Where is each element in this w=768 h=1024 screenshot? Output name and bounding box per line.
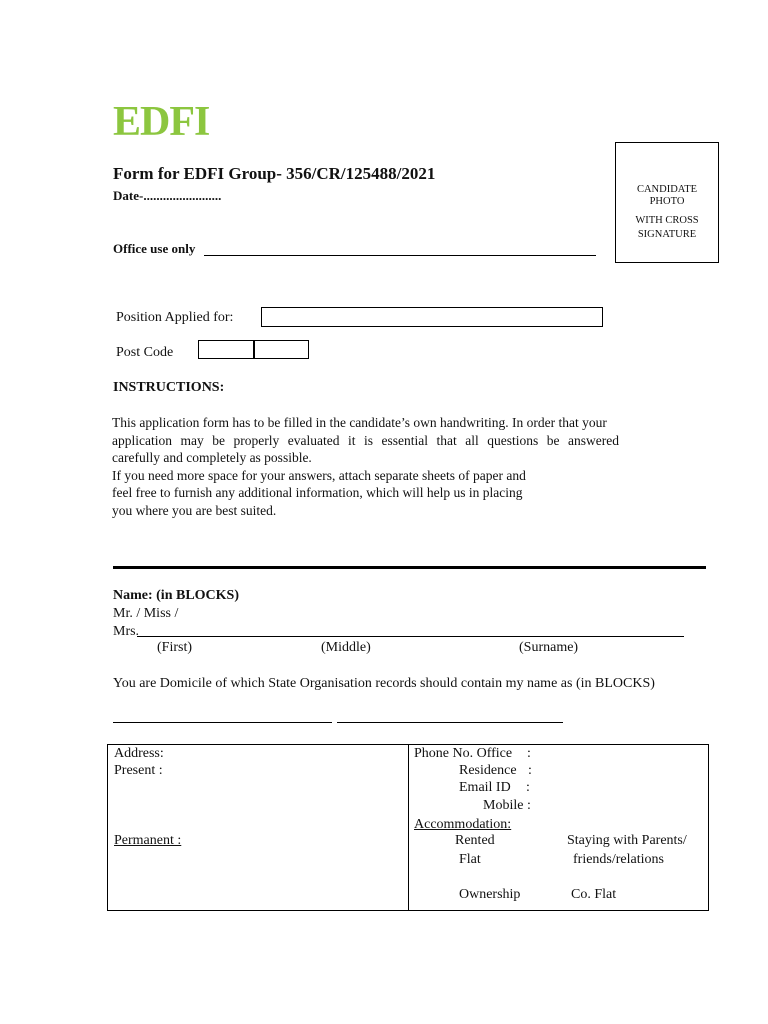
- table-column-divider: [408, 744, 409, 910]
- ownership-option[interactable]: Ownership: [459, 887, 521, 902]
- phone-office-colon: :: [527, 746, 531, 761]
- staying-with-parents-option[interactable]: Staying with Parents/: [567, 833, 687, 848]
- permanent-address-label: Permanent :: [114, 833, 182, 848]
- date-field[interactable]: Date-........................: [113, 188, 222, 203]
- name-heading: Name: (in BLOCKS): [113, 588, 239, 603]
- present-address-label: Present :: [114, 763, 163, 778]
- friends-relations-text: friends/relations: [573, 852, 664, 867]
- instruction-line: This application form has to be filled in the candidate’s own handwriting. In order that your: [112, 415, 607, 430]
- section-divider: [113, 566, 706, 569]
- domicile-question: You are Domicile of which State Organisation records should contain my name as (in BLOCKS): [113, 676, 655, 691]
- photo-label-line3: WITH CROSS: [635, 215, 699, 226]
- instruction-line: feel free to furnish any additional information, which will help us in placing: [112, 485, 523, 500]
- instructions-paragraph: [112, 414, 619, 519]
- instructions-heading: INSTRUCTIONS:: [113, 380, 225, 395]
- post-code-label: Post Code: [116, 345, 174, 360]
- edfi-logo: EDFI: [113, 99, 210, 145]
- photo-label-line2: PHOTO: [649, 196, 685, 207]
- phone-office-label: Phone No. Office: [414, 746, 513, 761]
- photo-label-line4: SIGNATURE: [637, 229, 697, 240]
- email-colon: :: [526, 780, 530, 795]
- office-use-label: Office use only: [113, 241, 196, 256]
- records-name-line[interactable]: [337, 722, 563, 723]
- instruction-line: you where you are best suited.: [112, 502, 277, 518]
- mobile-label: Mobile :: [483, 798, 531, 813]
- name-middle-caption: (Middle): [321, 640, 371, 655]
- residence-label: Residence: [459, 763, 517, 778]
- office-use-line[interactable]: [204, 255, 596, 256]
- name-prefix-2: Mrs.: [113, 624, 140, 639]
- instruction-line: If you need more space for your answers, attach separate sheets of paper and: [112, 467, 526, 483]
- name-first-caption: (First): [157, 640, 192, 655]
- email-label: Email ID: [459, 780, 511, 795]
- position-applied-label: Position Applied for:: [116, 310, 234, 325]
- photo-label-line1: CANDIDATE: [636, 184, 698, 195]
- residence-colon: :: [528, 763, 532, 778]
- co-flat-option[interactable]: Co. Flat: [571, 887, 617, 902]
- instruction-line: application may be properly evaluated it is essential that all questions be answered: [112, 432, 619, 448]
- position-applied-input[interactable]: [261, 307, 603, 327]
- form-title: Form for EDFI Group- 356/CR/125488/2021: [113, 164, 436, 183]
- name-prefix-1: Mr. / Miss /: [113, 606, 179, 621]
- instruction-line: carefully and completely as possible.: [112, 450, 312, 465]
- rented-option[interactable]: Rented: [455, 833, 495, 848]
- domicile-state-line[interactable]: [113, 722, 332, 723]
- address-label: Address:: [114, 746, 164, 761]
- post-code-box-1[interactable]: [198, 340, 255, 359]
- name-surname-caption: (Surname): [519, 640, 579, 655]
- post-code-box-2[interactable]: [253, 340, 309, 359]
- accommodation-label: Accommodation:: [414, 817, 512, 832]
- flat-option[interactable]: Flat: [459, 852, 481, 867]
- name-input-line[interactable]: [137, 636, 684, 637]
